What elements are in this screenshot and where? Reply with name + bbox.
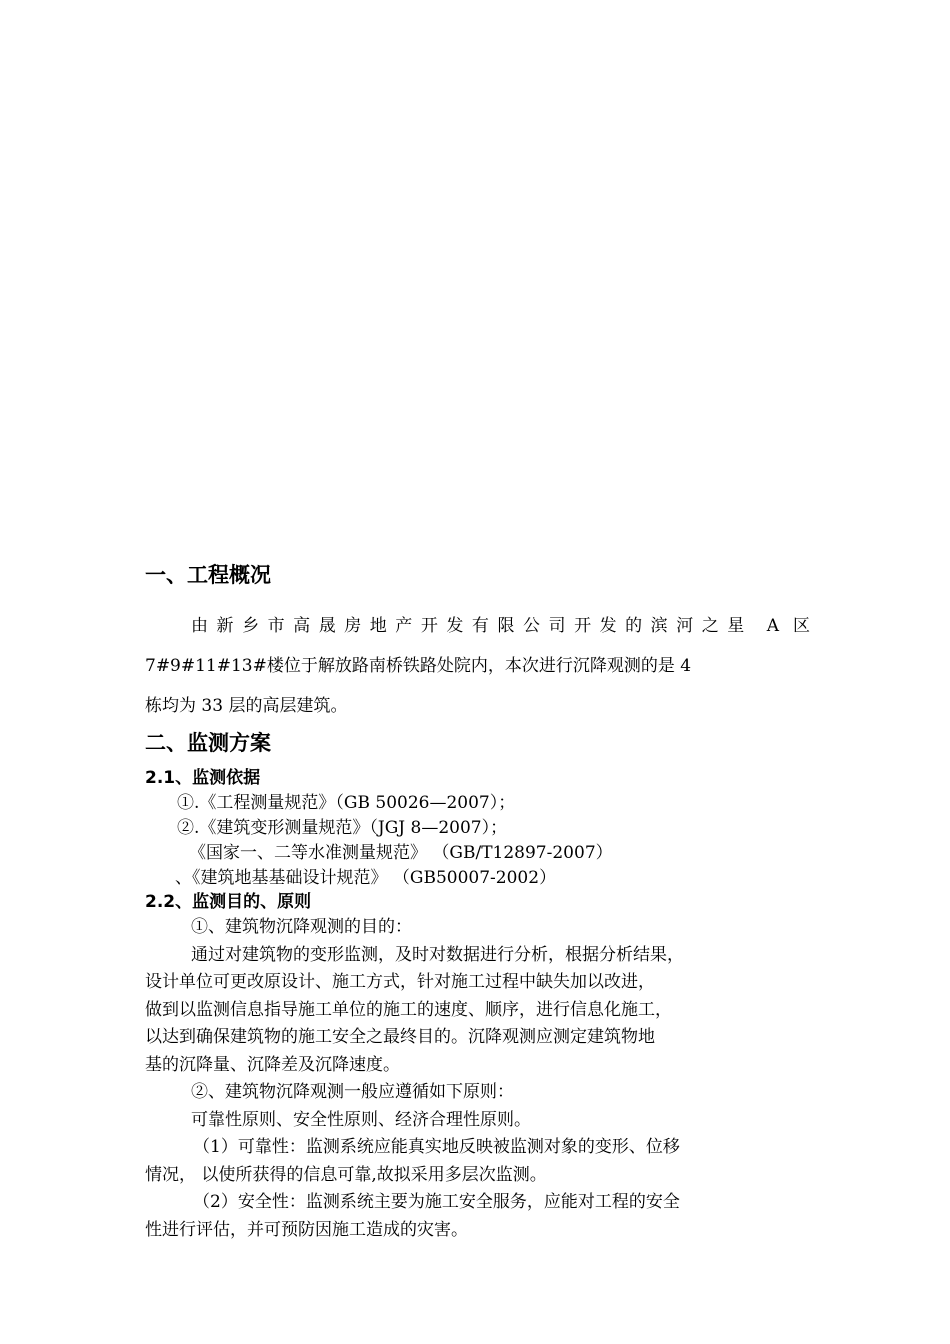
body-line: ②、建筑物沉降观测一般应遵循如下原则： xyxy=(191,1082,514,1102)
reference-list xyxy=(145,791,810,891)
section1-heading: 一、工程概况 xyxy=(145,563,271,587)
body-line: 情况， 以使所获得的信息可靠,故拟采用多层次监测。 xyxy=(145,1164,547,1185)
section1-para-line: 由新乡市高晟房地产开发有限公司开发的滨河之星 A 区 xyxy=(191,616,810,636)
body-line: 通过对建筑物的变形监测，及时对数据进行分析，根据分析结果， xyxy=(191,944,684,965)
body-line: 设计单位可更改原设计、施工方式，针对施工过程中缺失加以改进， xyxy=(145,972,655,992)
section1-para-line: 7#9#11#13#楼位于解放路南桥铁路处院内，本次进行沉降观测的是 4 xyxy=(145,656,692,676)
body-line: 基的沉降量、沉降差及沉降速度。 xyxy=(145,1054,400,1075)
reference-item: 《国家一、二等水准测量规范》 （GB/T12897-2007） xyxy=(189,843,613,863)
body-line: （1）可靠性：监测系统应能真实地反映被监测对象的变形、位移 xyxy=(193,1137,680,1157)
body-line: 做到以监测信息指导施工单位的施工的速度、顺序，进行信息化施工， xyxy=(145,999,672,1020)
reference-item: ①.《工程测量规范》（GB 50026—2007）； xyxy=(177,793,516,813)
reference-item: 、《建筑地基基础设计规范》 （GB50007-2002） xyxy=(175,868,557,888)
body-line: （2）安全性：监测系统主要为施工安全服务，应能对工程的安全 xyxy=(193,1192,680,1212)
subsection-2-2-heading: 2.2、监测目的、原则 xyxy=(145,892,312,912)
body-line: 性进行评估，并可预防因施工造成的灾害。 xyxy=(145,1219,468,1240)
body-line: 可靠性原则、安全性原则、经济合理性原则。 xyxy=(191,1109,531,1130)
subsection-2-2-body xyxy=(145,914,810,1244)
section1-para-line: 栋均为 33 层的高层建筑。 xyxy=(145,696,348,716)
reference-item: ②.《建筑变形测量规范》（JGJ 8—2007）； xyxy=(177,818,508,838)
body-line: 以达到确保建筑物的施工安全之最终目的。沉降观测应测定建筑物地 xyxy=(145,1027,655,1047)
section1-paragraph xyxy=(145,606,810,726)
subsection-2-1-heading: 2.1、监测依据 xyxy=(145,768,261,788)
section2-heading: 二、监测方案 xyxy=(145,731,271,755)
body-line: ①、建筑物沉降观测的目的： xyxy=(191,917,412,937)
